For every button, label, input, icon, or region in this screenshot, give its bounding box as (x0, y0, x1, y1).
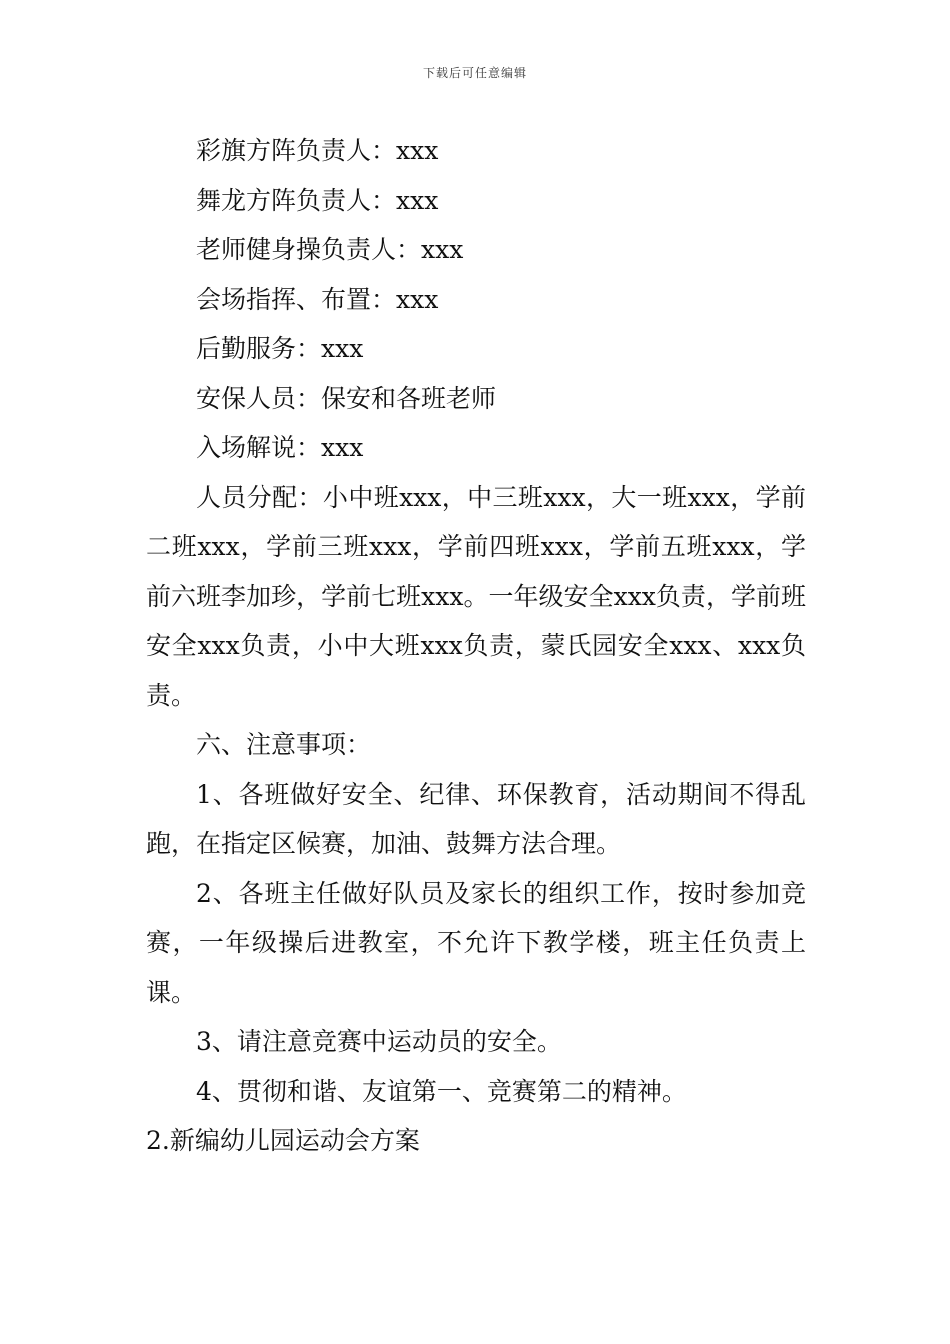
paragraph-exercise-lead: 老师健身操负责人：xxx (196, 235, 464, 264)
paragraph-logistics: 后勤服务：xxx (196, 334, 364, 363)
paragraph-note-4: 4、贯彻和谐、友谊第一、竞赛第二的精神。 (196, 1076, 687, 1106)
paragraph-staff-assignment: 人员分配：小中班xxx，中三班xxx，大一班xxx，学前二班xxx，学前三班xxx，学前四班xxx，学前五班xxx，学前六班李加珍，学前七班xxx。一年级安全xxx负责，学前班安全xxx负责，小中大班xxx负责，蒙氏园安全xxx、xxx负责。 (146, 482, 806, 710)
document-body (146, 126, 806, 1166)
paragraph-security: 安保人员：保安和各班老师 (196, 383, 497, 413)
paragraph-commentary: 入场解说：xxx (196, 433, 364, 462)
paragraph-note-2: 2、各班主任做好队员及家长的组织工作，按时参加竞赛，一年级操后进教室，不允许下教学楼，班主任负责上课。 (146, 878, 806, 1007)
paragraph-notes-heading: 六、注意事项： (196, 730, 372, 759)
section-heading: 2.新编幼儿园运动会方案 (146, 1126, 420, 1155)
paragraph-note-1: 1、各班做好安全、纪律、环保教育，活动期间不得乱跑，在指定区候赛，加油、鼓舞方法合理。 (146, 779, 806, 858)
paragraph-flag-lead: 彩旗方阵负责人：xxx (196, 136, 439, 165)
paragraph-dragon-lead: 舞龙方阵负责人：xxx (196, 185, 439, 215)
paragraph-note-3: 3、请注意竞赛中运动员的安全。 (196, 1027, 562, 1056)
page-header-note: 下载后可任意编辑 (422, 66, 527, 80)
paragraph-venue-command: 会场指挥、布置：xxx (196, 284, 439, 314)
